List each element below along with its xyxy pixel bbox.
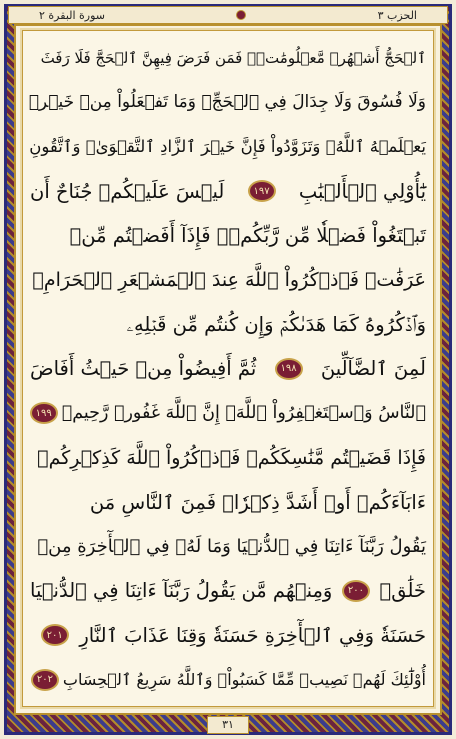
ayah-number-marker: ١٩٨ bbox=[275, 358, 303, 380]
text-line bbox=[30, 169, 426, 213]
surah-label: سورة البقرة ٢ bbox=[39, 8, 106, 22]
page-number: ٣١ bbox=[207, 716, 249, 734]
text-line bbox=[30, 80, 426, 124]
text-line bbox=[30, 36, 426, 80]
ayah-number-marker: ١٩٩ bbox=[30, 402, 58, 424]
verse-text: فَإِذَا قَضَيۡتُم مَّنَٰسِكَكُمۡ فَٱذۡكُرُواْ ٱللَّهَ كَذِكۡرِكُمۡ bbox=[37, 446, 426, 469]
header-ornament-icon bbox=[236, 10, 246, 20]
juz-label: الحزب ٣ bbox=[377, 8, 417, 22]
verse-text: خَلَٰقٖ bbox=[379, 579, 426, 603]
verse-text: ٱلنَّاسُ وَٱسۡتَغۡفِرُواْ ٱللَّهَۚ إِنَّ ٱللَّهَ غَفُورٞ رَّحِيمٞ bbox=[61, 403, 426, 424]
verse-text: تَبۡتَغُواْ فَضۡلٗا مِّن رَّبِّكُمۡۚ فَإِذَآ أَفَضۡتُم مِّنۡ bbox=[69, 224, 426, 248]
verse-text: ٱلۡحَجُّ أَشۡهُرٞ مَّعۡلُومَٰتٞۚ فَمَن فَرَضَ فِيهِنَّ ٱلۡحَجَّ فَلَا رَفَثَ bbox=[40, 49, 426, 67]
text-line bbox=[30, 569, 426, 613]
ayah-number-marker: ١٩٧ bbox=[248, 180, 276, 202]
verse-text: يَقُولُ رَبَّنَآ ءَاتِنَا فِي ٱلدُّنۡيَا وَمَا لَهُۥ فِي ٱلۡأٓخِرَةِ مِنۡ bbox=[37, 535, 426, 557]
verse-text: لَيۡسَ عَلَيۡكُمۡ جُنَاحٌ أَن bbox=[30, 179, 225, 203]
text-line bbox=[30, 524, 426, 568]
ayah-number-marker: ٢٠١ bbox=[41, 624, 69, 646]
text-line bbox=[30, 125, 426, 169]
page-header bbox=[8, 6, 448, 24]
verse-text: وَٱذۡكُرُوهُ كَمَا هَدَىٰكُمۡ وَإِن كُنتُم مِّن قَبۡلِهِۦ bbox=[126, 312, 426, 336]
quran-text bbox=[26, 36, 430, 702]
text-line bbox=[30, 613, 426, 657]
verse-text: يَٰٓأُوْلِي ٱلۡأَلۡبَٰبِ bbox=[298, 179, 426, 203]
text-line bbox=[30, 347, 426, 391]
text-line bbox=[30, 391, 426, 435]
text-line bbox=[30, 214, 426, 258]
verse-text: وَمِنۡهُم مَّن يَقُولُ رَبَّنَآ ءَاتِنَا فِي ٱلدُّنۡيَا bbox=[30, 579, 333, 603]
verse-text: يَعۡلَمۡهُ ٱللَّهُۗ وَتَزَوَّدُواْ فَإِنَّ خَيۡرَ ٱلزَّادِ ٱلتَّقۡوَىٰۖ وَٱتَّقُونِ bbox=[29, 137, 426, 157]
verse-text: حَسَنَةٗ وَفِي ٱلۡأٓخِرَةِ حَسَنَةٗ وَقِنَا عَذَابَ ٱلنَّارِ bbox=[79, 623, 426, 647]
text-line bbox=[30, 258, 426, 302]
text-line bbox=[30, 480, 426, 524]
verse-text: ثُمَّ أَفِيضُواْ مِنۡ حَيۡثُ أَفَاضَ bbox=[30, 357, 257, 381]
verse-text: أُوْلَٰٓئِكَ لَهُمۡ نَصِيبٞ مِّمَّا كَسَبُواْۚ وَٱللَّهُ سَرِيعُ ٱلۡحِسَابِ bbox=[62, 670, 426, 690]
ayah-number-marker: ٢٠٠ bbox=[342, 580, 370, 602]
page-footer bbox=[0, 716, 456, 734]
verse-text: وَلَا فُسُوقَ وَلَا جِدَالَ فِي ٱلۡحَجِّۗ وَمَا تَفۡعَلُواْ مِنۡ خَيۡرٖ bbox=[28, 92, 426, 113]
verse-text: لَمِنَ ٱلضَّآلِّينَ bbox=[320, 357, 426, 381]
ayah-number-marker: ٢٠٢ bbox=[31, 669, 59, 691]
text-line bbox=[30, 658, 426, 702]
text-line bbox=[30, 436, 426, 480]
verse-text: عَرَفَٰتٖ فَٱذۡكُرُواْ ٱللَّهَ عِندَ ٱلۡمَشۡعَرِ ٱلۡحَرَامِۖ bbox=[32, 269, 426, 291]
text-line bbox=[30, 302, 426, 346]
verse-text: ءَابَآءَكُمۡ أَوۡ أَشَدَّ ذِكۡرٗاۗ فَمِنَ ٱلنَّاسِ مَن bbox=[89, 490, 426, 514]
